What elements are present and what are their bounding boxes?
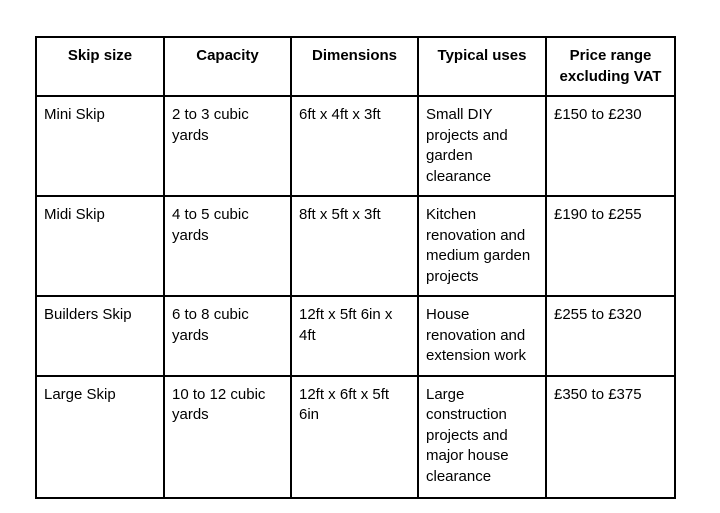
cell-dimensions: 8ft x 5ft x 3ft: [291, 196, 418, 296]
cell-capacity: 4 to 5 cubic yards: [164, 196, 291, 296]
cell-capacity: 6 to 8 cubic yards: [164, 296, 291, 376]
cell-price-range: £190 to £255: [546, 196, 675, 296]
cell-price-range: £350 to £375: [546, 376, 675, 498]
header-dimensions: Dimensions: [291, 37, 418, 96]
cell-price-range: £150 to £230: [546, 96, 675, 196]
cell-skip-size: Large Skip: [36, 376, 164, 498]
table-row: [36, 96, 675, 196]
cell-capacity: 2 to 3 cubic yards: [164, 96, 291, 196]
table-row: [36, 376, 675, 498]
header-price-range: Price range excluding VAT: [546, 37, 675, 96]
cell-dimensions: 12ft x 6ft x 5ft 6in: [291, 376, 418, 498]
cell-price-range: £255 to £320: [546, 296, 675, 376]
header-row: [36, 37, 675, 96]
table-row: [36, 296, 675, 376]
cell-dimensions: 12ft x 5ft 6in x 4ft: [291, 296, 418, 376]
cell-typical-uses: Small DIY projects and garden clearance: [418, 96, 546, 196]
header-capacity: Capacity: [164, 37, 291, 96]
skip-sizes-table: [35, 36, 676, 499]
table-row: [36, 196, 675, 296]
cell-skip-size: Builders Skip: [36, 296, 164, 376]
cell-skip-size: Midi Skip: [36, 196, 164, 296]
cell-capacity: 10 to 12 cubic yards: [164, 376, 291, 498]
header-skip-size: Skip size: [36, 37, 164, 96]
cell-skip-size: Mini Skip: [36, 96, 164, 196]
cell-typical-uses: Kitchen renovation and medium garden projects: [418, 196, 546, 296]
cell-typical-uses: Large construction projects and major house clearance: [418, 376, 546, 498]
cell-typical-uses: House renovation and extension work: [418, 296, 546, 376]
cell-dimensions: 6ft x 4ft x 3ft: [291, 96, 418, 196]
header-typical-uses: Typical uses: [418, 37, 546, 96]
